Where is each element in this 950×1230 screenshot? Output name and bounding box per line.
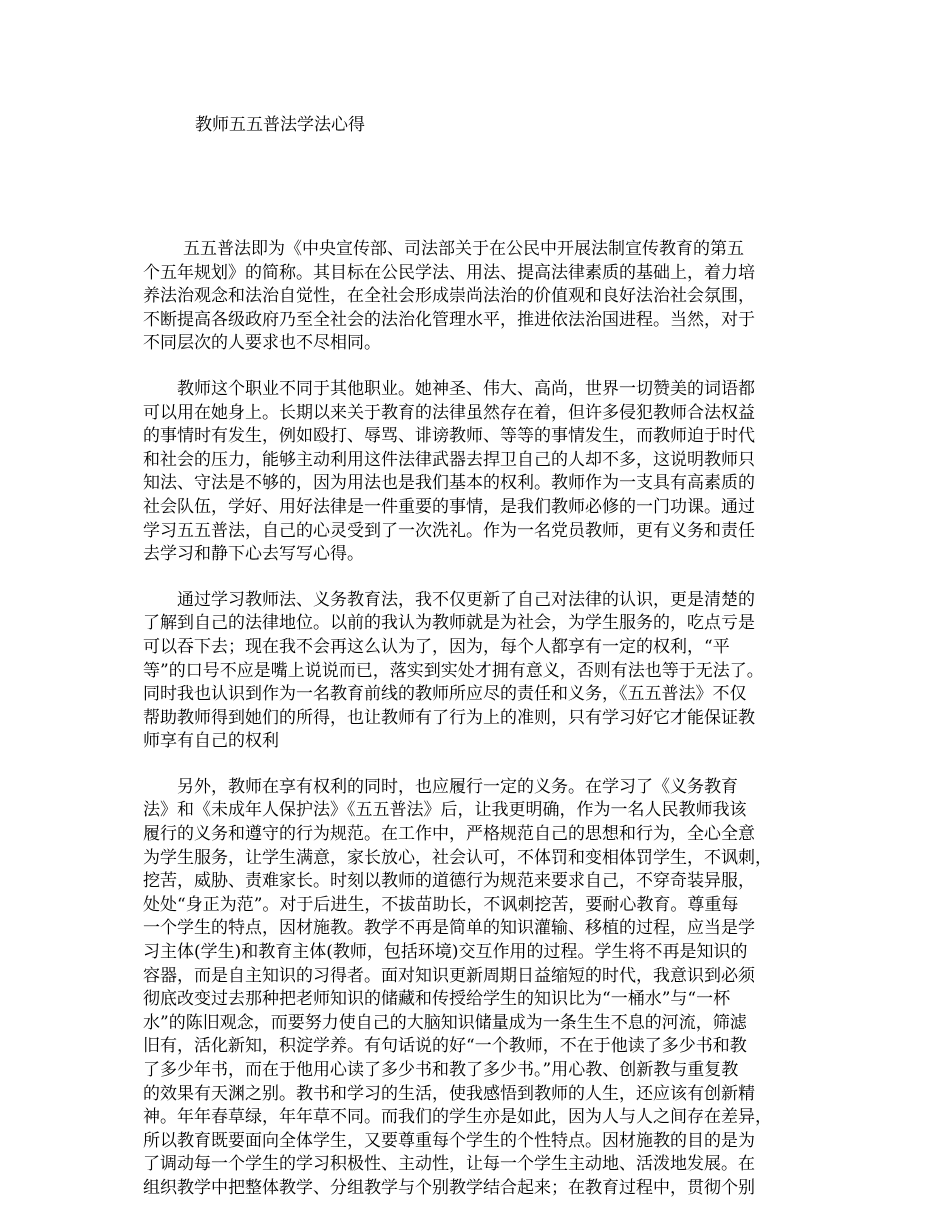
paragraph-line: 的事情时有发生，例如殴打、辱骂、诽谤教师、等等的事情发生，而教师迫于时代 xyxy=(143,426,755,447)
paragraph xyxy=(143,589,828,754)
paragraph-line: 处处“身正为范”。对于后进生，不拔苗助长，不讽刺挖苦，要耐心教育。尊重每 xyxy=(143,894,739,915)
paragraph-line: 容器，而是自主知识的习得者。面对知识更新周期日益缩短的时代，我意识到必须 xyxy=(143,965,755,986)
paragraph-line: 组织教学中把整体教学、分组教学与个别教学结合起来；在教育过程中，贯彻个别 xyxy=(143,1177,755,1198)
paragraph-line: 帮助教师得到她们的所得，也让教师有了行为上的准则，只有学习好它才能保证教 xyxy=(143,707,755,728)
paragraph-line: 了调动每一个学生的学习积极性、主动性，让每一个学生主动地、活泼地发展。在 xyxy=(143,1154,755,1175)
paragraph-line: 另外，教师在享有权利的同时，也应履行一定的义务。在学习了《义务教育 xyxy=(177,776,738,797)
paragraph-line: 神。年年春草绿，年年草不同。而我们的学生亦是如此，因为人与人之间存在差异， xyxy=(143,1107,772,1128)
paragraph-line: 个五年规划》的简称。其目标在公民学法、用法、提高法律素质的基础上，着力培 xyxy=(143,262,755,283)
paragraph-line: 同时我也认识到作为一名教育前线的教师所应尽的责任和义务，《五五普法》不仅 xyxy=(143,684,747,705)
paragraph-line: 养法治观念和法治自觉性，在全社会形成崇尚法治的价值观和良好法治社会氛围， xyxy=(143,286,755,307)
paragraph-line: 和社会的压力，能够主动利用这件法律武器去捍卫自己的人却不多，这说明教师只 xyxy=(143,449,755,470)
paragraph-line: 的效果有天渊之别。教书和学习的生活，使我感悟到教师的人生，还应该有创新精 xyxy=(143,1083,755,1104)
paragraph-line: 挖苦，威胁、责难家长。时刻以教师的道德行为规范来要求自己，不穿奇装异服， xyxy=(143,871,755,892)
paragraph-line: 不同层次的人要求也不尽相同。 xyxy=(143,333,381,354)
paragraph-line: 等”的口号不应是嘴上说说而已，落实到实处才拥有意义，否则有法也等于无法了。 xyxy=(143,660,764,681)
paragraph-line: 了多少年书，而在于他用心读了多少书和教了多少书。”用心教、创新教与重复教 xyxy=(143,1060,739,1080)
paragraph-line: 一个学生的特点，因材施教。教学不再是简单的知识灌输、移植的过程，应当是学 xyxy=(143,918,755,939)
paragraph-line: 社会队伍，学好、用好法律是一件重要的事情，是我们教师必修的一门功课。通过 xyxy=(143,496,755,517)
paragraph-line: 可以吞下去；现在我不会再这么认为了，因为，每个人都享有一定的权利，“平 xyxy=(143,636,730,657)
document-body xyxy=(143,238,828,1223)
paragraph-line: 师享有自己的权利 xyxy=(143,731,279,752)
paragraph-line: 教师这个职业不同于其他职业。她神圣、伟大、高尚，世界一切赞美的词语都 xyxy=(177,378,755,399)
paragraph-line: 习主体(学生)和教育主体(教师，包括环境)交互作用的过程。学生将不再是知识的 xyxy=(143,942,748,963)
paragraph-line: 通过学习教师法、义务教育法，我不仅更新了自己对法律的认识，更是清楚的 xyxy=(177,589,755,610)
paragraph-line: 可以用在她身上。长期以来关于教育的法律虽然存在着，但许多侵犯教师合法权益 xyxy=(143,402,755,423)
paragraph-line: 了解到自己的法律地位。以前的我认为教师就是为社会，为学生服务的，吃点亏是 xyxy=(143,613,755,634)
paragraph-line: 学习五五普法，自己的心灵受到了一次洗礼。作为一名党员教师，更有义务和责任 xyxy=(143,520,755,541)
paragraph-line: 知法、守法是不够的，因为用法也是我们基本的权利。教师作为一支具有高素质的 xyxy=(143,473,755,494)
paragraph-line: 不断提高各级政府乃至全社会的法治化管理水平，推进依法治国进程。当然，对于 xyxy=(143,309,755,330)
paragraph-line: 旧有，活化新知，积淀学养。有句话说的好“一个教师，不在于他读了多少书和教 xyxy=(143,1036,747,1057)
paragraph-line: 五五普法即为《中央宣传部、司法部关于在公民中开展法制宣传教育的第五 xyxy=(183,239,744,259)
document-title: 教师五五普法学法心得 xyxy=(195,115,365,135)
paragraph-line: 法》和《未成年人保护法》《五五普法》后，让我更明确，作为一名人民教师我该 xyxy=(143,800,747,821)
paragraph-line: 去学习和静下心去写写心得。 xyxy=(143,544,364,565)
paragraph xyxy=(143,238,828,356)
paragraph-line: 水”的陈旧观念，而要努力使自己的大脑知识储量成为一条生生不息的河流，筛滤 xyxy=(143,1012,747,1033)
paragraph xyxy=(143,776,828,1201)
paragraph-line: 所以教育既要面向全体学生，又要尊重每个学生的个性特点。因材施教的目的是为 xyxy=(143,1130,755,1151)
paragraph-line: 为学生服务，让学生满意，家长放心，社会认可，不体罚和变相体罚学生，不讽刺， xyxy=(143,847,772,868)
paragraph-line: 履行的义务和遵守的行为规范。在工作中，严格规范自己的思想和行为，全心全意 xyxy=(143,824,755,845)
paragraph-line: 彻底改变过去那种把老师知识的储藏和传授给学生的知识比为“一桶水”与“一杯 xyxy=(143,989,731,1010)
paragraph xyxy=(143,378,828,567)
